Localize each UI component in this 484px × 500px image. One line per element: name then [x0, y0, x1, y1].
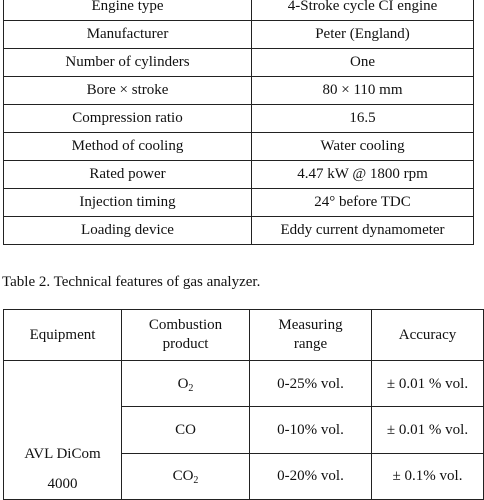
spec-value: 80 × 110 mm: [252, 77, 474, 105]
table-row: [4, 21, 474, 49]
spec-label: Number of cylinders: [4, 49, 252, 77]
product-cell: $O_2$: [122, 361, 250, 407]
accuracy-cell: ± 0.1% vol.: [372, 453, 484, 499]
product-cell: CO: [122, 407, 250, 453]
header-measuring-range: [250, 310, 372, 361]
equipment-cell: [4, 361, 122, 500]
table-row: [4, 77, 474, 105]
spec-label: Loading device: [4, 217, 252, 245]
spec-value: Peter (England): [252, 21, 474, 49]
spec-value: 16.5: [252, 105, 474, 133]
table-caption: Table 2. Technical features of gas analyzer.: [2, 274, 261, 290]
accuracy-cell: ± 0.01 % vol.: [372, 407, 484, 453]
range-cell: 0-20% vol.: [250, 453, 372, 499]
gas-analyzer-table: [3, 309, 484, 500]
spec-label: Method of cooling: [4, 133, 252, 161]
spec-value: Eddy current dynamometer: [252, 217, 474, 245]
header-line: range: [293, 336, 328, 352]
product-cell: $CO_2$: [122, 453, 250, 499]
spec-label: Bore × stroke: [4, 77, 252, 105]
table-row: [4, 161, 474, 189]
engine-specification-table: [3, 0, 474, 245]
table-row: [4, 361, 484, 407]
range-cell: 0-25% vol.: [250, 361, 372, 407]
spec-value: One: [252, 49, 474, 77]
spec-label: Engine type: [4, 0, 252, 21]
spec-label: Injection timing: [4, 189, 252, 217]
header-line: Combustion: [148, 317, 223, 333]
table-row: [4, 49, 474, 77]
table-row: [4, 189, 474, 217]
spec-value: 4.47 kW @ 1800 rpm: [252, 161, 474, 189]
spec-label: Rated power: [4, 161, 252, 189]
accuracy-cell: ± 0.01 % vol.: [372, 361, 484, 407]
table-row: [4, 105, 474, 133]
header-accuracy: Accuracy: [372, 310, 484, 361]
header-combustion-product: [122, 310, 250, 361]
table-header-row: [4, 310, 484, 361]
spec-label: Compression ratio: [4, 105, 252, 133]
equipment-model: 4000: [47, 476, 78, 492]
table-row: [4, 0, 474, 21]
header-line: Measuring: [278, 317, 343, 333]
header-equipment: Equipment: [4, 310, 122, 361]
header-line: product: [162, 336, 209, 352]
equipment-name: AVL DiCom: [24, 446, 101, 462]
spec-label: Manufacturer: [4, 21, 252, 49]
range-cell: 0-10% vol.: [250, 407, 372, 453]
spec-value: 4-Stroke cycle CI engine: [252, 0, 474, 21]
spec-value: 24° before TDC: [252, 189, 474, 217]
spec-value: Water cooling: [252, 133, 474, 161]
table-row: [4, 217, 474, 245]
table-row: [4, 133, 474, 161]
